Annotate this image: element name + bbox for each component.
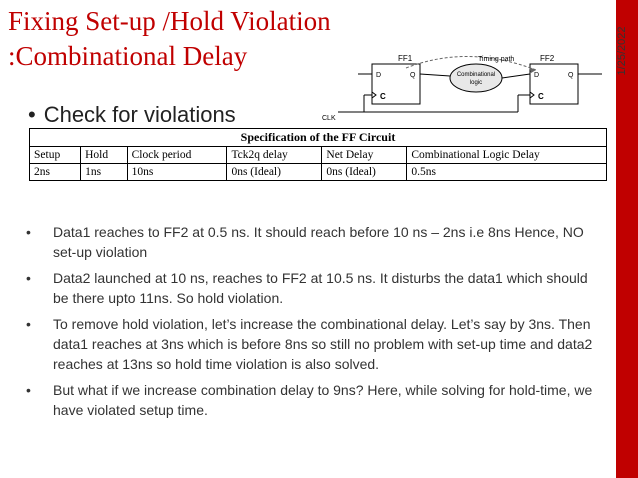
- circuit-diagram: [318, 50, 610, 122]
- value-setup: 2ns: [30, 164, 81, 181]
- ff1-q-label: Q: [410, 72, 416, 79]
- logic-label-2: logic: [469, 80, 483, 86]
- bullet-text: But what if we increase combination delay to 9ns? Here, while solving for hold-time, we have violated setup time.: [53, 382, 593, 418]
- slide-title-line2: :Combinational Delay: [8, 41, 248, 71]
- header-comb-delay: Combinational Logic Delay: [407, 147, 607, 164]
- spec-table: [29, 128, 607, 181]
- ff2-c-label: C: [538, 92, 544, 101]
- ff1-d-label: D: [376, 72, 382, 79]
- header-net-delay: Net Delay: [322, 147, 407, 164]
- bullet-marker: •: [26, 270, 31, 286]
- header-clock-period: Clock period: [127, 147, 227, 164]
- wire-logic-d2: [502, 74, 530, 78]
- slide-date: [611, 6, 633, 96]
- slide-date-text: 1/25/2022: [616, 26, 628, 76]
- course-name-text: Static Timing Analysis: [616, 199, 628, 291]
- spec-value-row: [30, 164, 607, 181]
- wire-q1-logic: [420, 74, 450, 76]
- course-name: [611, 190, 633, 300]
- bullet-list: [26, 222, 606, 426]
- slide-title-line1: Fixing Set-up /Hold Violation: [8, 6, 331, 36]
- ff2-d-label: D: [534, 72, 540, 79]
- header-tck2q: Tck2q delay: [227, 147, 322, 164]
- bullet-item: [26, 314, 606, 374]
- page-number: 21: [617, 442, 631, 454]
- check-heading-text: Check for violations: [43, 102, 236, 127]
- bullet-marker: •: [26, 316, 31, 332]
- spec-caption: Specification of the FF Circuit: [29, 128, 607, 146]
- bullet-item: [26, 380, 606, 420]
- spec-header-row: [30, 147, 607, 164]
- bullet-marker: •: [26, 224, 31, 240]
- bullet-marker: •: [26, 382, 31, 398]
- header-setup: Setup: [30, 147, 81, 164]
- value-clock-period: 10ns: [127, 164, 227, 181]
- value-net-delay: 0ns (Ideal): [322, 164, 407, 181]
- logic-cloud: [450, 64, 502, 92]
- check-bullet: •: [28, 102, 36, 127]
- bullet-text: Data2 launched at 10 ns, reaches to FF2 at 10.5 ns. It disturbs the data1 which should be there upto 11ns. So hold violation.: [53, 270, 588, 306]
- bullet-text: To remove hold violation, let’s increase the combinational delay. Let’s say by 3ns. Then data1 reaches at 3ns which is before 8ns so still no problem with set-up time and data2 reaches at 13ns so hold time violation is also solved.: [53, 316, 593, 372]
- check-heading: [28, 102, 236, 128]
- ff2-label: FF2: [540, 54, 555, 63]
- bullet-text: Data1 reaches to FF2 at 0.5 ns. It should reach before 10 ns – 2ns i.e 8ns Hence, NO set-up violation: [53, 224, 584, 260]
- logic-label-1: Combinational: [456, 72, 496, 78]
- timing-path-label: Timing path: [478, 56, 515, 63]
- ff1-label: FF1: [398, 54, 413, 63]
- value-hold: 1ns: [81, 164, 127, 181]
- bullet-item: [26, 222, 606, 262]
- value-comb-delay: 0.5ns: [407, 164, 607, 181]
- ff1-c-label: C: [380, 92, 386, 101]
- ff2-q-label: Q: [568, 72, 574, 79]
- clk-label: CLK: [322, 115, 336, 122]
- value-tck2q: 0ns (Ideal): [227, 164, 322, 181]
- header-hold: Hold: [81, 147, 127, 164]
- bullet-item: [26, 268, 606, 308]
